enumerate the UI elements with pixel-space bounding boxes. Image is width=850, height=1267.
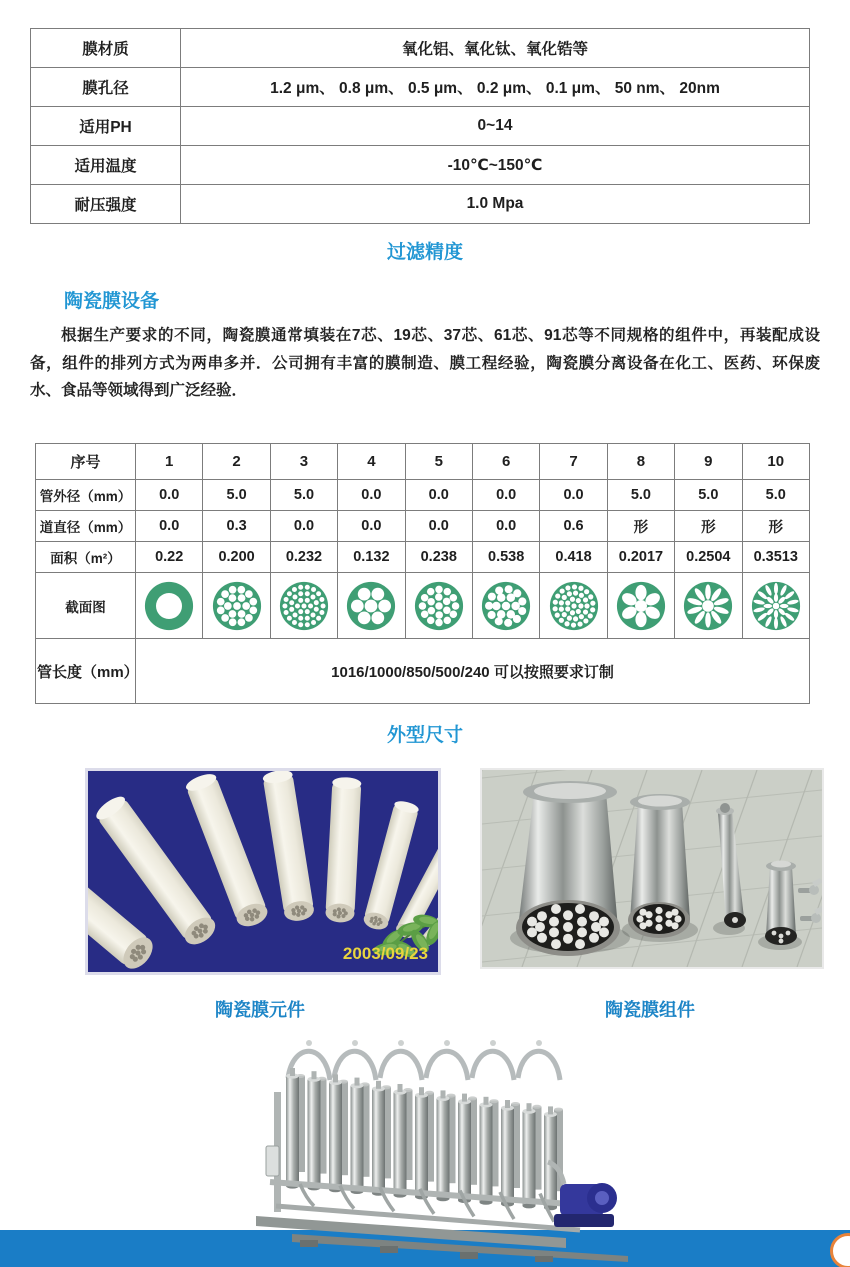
spec-row-label: 膜材质: [31, 29, 181, 68]
model-col-header: 3: [270, 444, 337, 480]
wheel-6-cross-section-icon: [615, 580, 667, 632]
model-cell: 0.0: [472, 480, 539, 511]
section-heading-equipment: 陶瓷膜设备: [64, 291, 160, 312]
model-table-row: [36, 542, 810, 573]
model-cell: 0.0: [136, 511, 203, 542]
model-corner-label: 序号: [36, 444, 136, 480]
model-cell: 0.0: [338, 480, 405, 511]
model-header-row: [36, 444, 810, 480]
model-col-header: 9: [675, 444, 742, 480]
ring-cross-section-icon: [143, 580, 195, 632]
model-row-label: 截面图: [36, 573, 136, 639]
model-table-row: [36, 480, 810, 511]
model-cell: 0.238: [405, 542, 472, 573]
cross-section-cell: [472, 573, 539, 639]
spec-table-row: [31, 107, 810, 146]
spec-table-row: [31, 146, 810, 185]
model-cell: 0.22: [136, 542, 203, 573]
holes-19-md-cross-section-icon: [413, 580, 465, 632]
equipment-description: [30, 322, 820, 405]
model-col-header: 5: [405, 444, 472, 480]
wheel-10-cross-section-icon: [682, 580, 734, 632]
membrane-modules-photo: [480, 768, 824, 969]
section-heading-dimensions: 外型尺寸: [386, 725, 463, 746]
model-cell: 0.0: [472, 511, 539, 542]
model-cell: 5.0: [675, 480, 742, 511]
membrane-elements-image: [88, 771, 438, 972]
holes-37-sm-cross-section-icon: [548, 580, 600, 632]
equipment-photo: [230, 1034, 650, 1262]
model-cell: 0.2017: [607, 542, 674, 573]
cross-section-cell: [742, 573, 809, 639]
spec-row-label: 耐压强度: [31, 185, 181, 224]
model-cell: 0.0: [405, 480, 472, 511]
model-cell: 形: [607, 511, 674, 542]
model-row-label: 面积（m²）: [36, 542, 136, 573]
model-cross-section-row: [36, 573, 810, 639]
spec-row-value: 0~14: [181, 107, 810, 146]
section-heading-filtration: 过滤精度: [386, 242, 463, 263]
model-cell: 0.2504: [675, 542, 742, 573]
holes-19-lg-cross-section-icon: [480, 580, 532, 632]
model-cell: 0.0: [270, 511, 337, 542]
cross-section-cell: [338, 573, 405, 639]
model-cell: 0.538: [472, 542, 539, 573]
spec-row-label: 适用PH: [31, 107, 181, 146]
holes-37-cross-section-icon: [278, 580, 330, 632]
model-col-header: 2: [203, 444, 270, 480]
equipment-description-text: 根据生产要求的不同，陶瓷膜通常填装在7芯、19芯、37芯、61芯、91芯等不同规格的组件中，再装配成设备，组件的排列方式为两串多并．公司拥有丰富的膜制造、膜工程经验，陶瓷膜分离设备在化工、医药、环保废水、食品等领域得到广泛经验．: [30, 327, 820, 399]
model-cell: 5.0: [270, 480, 337, 511]
model-col-header: 8: [607, 444, 674, 480]
equipment-skid-image: [230, 1034, 650, 1262]
model-cell: 5.0: [607, 480, 674, 511]
model-cell: 0.232: [270, 542, 337, 573]
membrane-elements-photo: [85, 768, 441, 975]
spec-row-value: 1.2 μm、 0.8 μm、 0.5 μm、 0.2 μm、 0.1 μm、 50 nm、 20nm: [181, 68, 810, 107]
model-cell: 5.0: [203, 480, 270, 511]
model-table-row: [36, 511, 810, 542]
model-col-header: 4: [338, 444, 405, 480]
spec-row-value: -10℃~150℃: [181, 146, 810, 185]
model-cell: 0.0: [136, 480, 203, 511]
model-cell: 0.132: [338, 542, 405, 573]
model-table: [35, 443, 810, 704]
model-cell: 0.3: [203, 511, 270, 542]
model-col-header: 7: [540, 444, 607, 480]
model-cell: 0.6: [540, 511, 607, 542]
model-cell: 0.0: [338, 511, 405, 542]
spec-table-row: [31, 68, 810, 107]
spec-table: [30, 28, 810, 224]
cross-section-cell: [270, 573, 337, 639]
model-cell: 0.418: [540, 542, 607, 573]
cross-section-cell: [136, 573, 203, 639]
spec-table-row: [31, 29, 810, 68]
cross-section-cell: [203, 573, 270, 639]
model-row-label: 管外径（mm）: [36, 480, 136, 511]
model-length-row: [36, 639, 810, 704]
spec-row-label: 膜孔径: [31, 68, 181, 107]
slot-wheel-cross-section-icon: [750, 580, 802, 632]
spec-table-row: [31, 185, 810, 224]
model-col-header: 6: [472, 444, 539, 480]
model-cell: 0.200: [203, 542, 270, 573]
model-row-label: 道直径（mm）: [36, 511, 136, 542]
model-cell: 形: [675, 511, 742, 542]
caption-membrane-modules: 陶瓷膜组件: [605, 1000, 695, 1020]
model-col-header: 1: [136, 444, 203, 480]
model-col-header: 10: [742, 444, 809, 480]
membrane-modules-image: [482, 770, 822, 967]
model-cell: 0.0: [540, 480, 607, 511]
photo-timestamp: 2003/09/23: [342, 944, 428, 963]
holes-7-cross-section-icon: [345, 580, 397, 632]
model-row-label: 管长度（mm）: [36, 639, 136, 704]
model-cell: 5.0: [742, 480, 809, 511]
spec-row-label: 适用温度: [31, 146, 181, 185]
spec-row-value: 1.0 Mpa: [181, 185, 810, 224]
cross-section-cell: [607, 573, 674, 639]
cross-section-cell: [675, 573, 742, 639]
holes-19-cross-section-icon: [211, 580, 263, 632]
model-length-value: 1016/1000/850/500/240 可以按照要求订制: [136, 639, 810, 704]
caption-membrane-elements: 陶瓷膜元件: [215, 1000, 305, 1020]
cross-section-cell: [405, 573, 472, 639]
model-cell: 形: [742, 511, 809, 542]
cross-section-cell: [540, 573, 607, 639]
model-cell: 0.3513: [742, 542, 809, 573]
model-cell: 0.0: [405, 511, 472, 542]
spec-row-value: 氧化铝、氧化钛、氧化锆等: [181, 29, 810, 68]
